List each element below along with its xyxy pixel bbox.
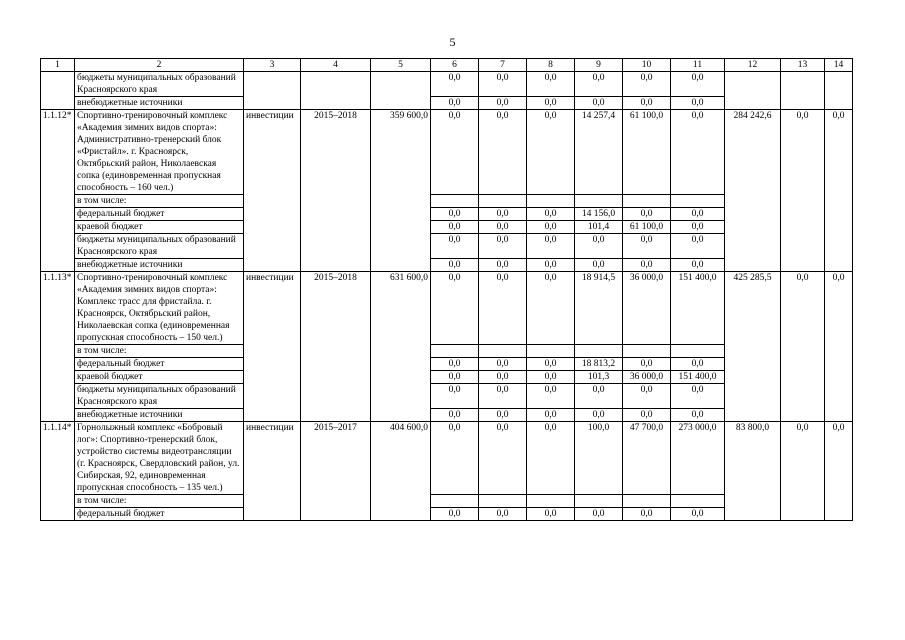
value-cell: 0,0 — [623, 409, 671, 422]
value-cell: 0,0 — [671, 384, 725, 409]
value-cell: 0,0 — [623, 97, 671, 110]
value-cell: 0,0 — [479, 358, 527, 371]
value-cell: 0,0 — [623, 358, 671, 371]
value-cell: 0,0 — [431, 384, 479, 409]
project-type: инвестиции — [244, 272, 301, 422]
value-cell: 0,0 — [479, 272, 527, 345]
value-cell: 0,0 — [671, 221, 725, 234]
value-cell: 0,0 — [479, 422, 527, 495]
value-cell: 0,0 — [527, 72, 575, 97]
value-cell: 273 000,0 — [671, 422, 725, 495]
table-cell — [431, 195, 479, 208]
value-cell: 0,0 — [671, 358, 725, 371]
project-row — [41, 110, 853, 195]
value-cell: 0,0 — [431, 272, 479, 345]
value-cell: 0,0 — [575, 384, 623, 409]
value-cell: 0,0 — [431, 234, 479, 259]
value-cell: 0,0 — [527, 221, 575, 234]
table-cell — [479, 195, 527, 208]
value-cell: 18 813,2 — [575, 358, 623, 371]
table-cell — [825, 72, 853, 110]
project-type: инвестиции — [244, 422, 301, 521]
table-cell — [41, 72, 75, 110]
table-cell — [431, 495, 479, 508]
row-label: федеральный бюджет — [75, 208, 244, 221]
value-cell: 0,0 — [479, 110, 527, 195]
table-cell — [623, 345, 671, 358]
table-row — [41, 72, 853, 97]
table-cell — [244, 72, 301, 110]
value-cell: 0,0 — [575, 97, 623, 110]
value-cell: 0,0 — [431, 358, 479, 371]
value-cell: 101,4 — [575, 221, 623, 234]
table-cell — [301, 72, 371, 110]
project-period: 2015–2018 — [301, 272, 371, 422]
value-cell: 0,0 — [431, 97, 479, 110]
value-cell: 0,0 — [671, 97, 725, 110]
column-header: 6 — [431, 59, 479, 72]
column-header: 9 — [575, 59, 623, 72]
value-cell: 0,0 — [479, 371, 527, 384]
value-cell: 0,0 — [479, 384, 527, 409]
value-cell: 61 100,0 — [623, 221, 671, 234]
value-cell: 151 400,0 — [671, 371, 725, 384]
value-cell: 36 000,0 — [623, 272, 671, 345]
table-cell — [527, 495, 575, 508]
table-cell — [431, 345, 479, 358]
row-label: краевой бюджет — [75, 221, 244, 234]
project-period: 2015–2017 — [301, 422, 371, 521]
value-cell: 100,0 — [575, 422, 623, 495]
value-cell: 0,0 — [479, 208, 527, 221]
row-label: внебюджетные источники — [75, 97, 244, 110]
value-cell: 0,0 — [575, 409, 623, 422]
table-cell — [671, 195, 725, 208]
value-cell: 0,0 — [671, 508, 725, 521]
page-number: 5 — [449, 35, 456, 49]
column-header: 11 — [671, 59, 725, 72]
value-cell: 151 400,0 — [671, 272, 725, 345]
table-cell — [527, 345, 575, 358]
value-cell: 0,0 — [623, 508, 671, 521]
row-label: в том числе: — [75, 345, 244, 358]
row-label: краевой бюджет — [75, 371, 244, 384]
value-cell: 0,0 — [527, 110, 575, 195]
project-row — [41, 422, 853, 495]
value-cell: 0,0 — [527, 409, 575, 422]
table-cell — [575, 345, 623, 358]
project-number: 1.1.12* — [41, 110, 75, 272]
table-cell — [371, 72, 431, 110]
value-cell: 0,0 — [527, 422, 575, 495]
row-label: бюджеты муниципальных образований Красноярского края — [75, 72, 244, 97]
table-cell — [527, 195, 575, 208]
column-header: 4 — [301, 59, 371, 72]
table-cell — [479, 345, 527, 358]
table-cell — [781, 72, 825, 110]
project-total: 631 600,0 — [371, 272, 431, 422]
column-header: 10 — [623, 59, 671, 72]
value-cell: 0,0 — [527, 272, 575, 345]
row-label: федеральный бюджет — [75, 508, 244, 521]
value-cell: 0,0 — [527, 208, 575, 221]
row-label: внебюджетные источники — [75, 409, 244, 422]
value-cell: 0,0 — [431, 221, 479, 234]
row-label: внебюджетные источники — [75, 259, 244, 272]
column-header: 7 — [479, 59, 527, 72]
table-cell — [623, 195, 671, 208]
value-cell: 0,0 — [431, 371, 479, 384]
value-cell: 36 000,0 — [623, 371, 671, 384]
column-header: 1 — [41, 59, 75, 72]
value-cell: 0,0 — [825, 272, 853, 422]
header-row — [41, 59, 853, 72]
row-label: в том числе: — [75, 195, 244, 208]
value-cell: 0,0 — [527, 371, 575, 384]
value-cell: 0,0 — [479, 221, 527, 234]
value-cell: 0,0 — [479, 234, 527, 259]
value-cell: 0,0 — [431, 208, 479, 221]
project-row — [41, 272, 853, 345]
column-header: 8 — [527, 59, 575, 72]
value-cell: 14 156,0 — [575, 208, 623, 221]
project-period: 2015–2018 — [301, 110, 371, 272]
value-cell: 0,0 — [575, 72, 623, 97]
value-cell: 0,0 — [781, 110, 825, 272]
value-cell: 61 100,0 — [623, 110, 671, 195]
value-cell: 18 914,5 — [575, 272, 623, 345]
value-cell: 284 242,6 — [725, 110, 781, 272]
project-type: инвестиции — [244, 110, 301, 272]
value-cell: 0,0 — [623, 259, 671, 272]
value-cell: 0,0 — [527, 259, 575, 272]
value-cell: 0,0 — [431, 110, 479, 195]
project-name: Спортивно-тренировочный комплекс «Академия зимних видов спорта»: Комплекс трасс для фристайла. г. Красноярск, Октябрьский район, Николаевская сопка (единовременная пропускная способность – 150 чел.) — [75, 272, 244, 345]
column-header: 2 — [75, 59, 244, 72]
value-cell: 0,0 — [431, 409, 479, 422]
value-cell: 0,0 — [671, 409, 725, 422]
value-cell: 0,0 — [527, 234, 575, 259]
value-cell: 0,0 — [479, 409, 527, 422]
value-cell: 0,0 — [781, 272, 825, 422]
value-cell: 101,3 — [575, 371, 623, 384]
value-cell: 0,0 — [671, 259, 725, 272]
row-label: бюджеты муниципальных образований Красноярского края — [75, 234, 244, 259]
value-cell: 0,0 — [623, 208, 671, 221]
value-cell: 0,0 — [431, 422, 479, 495]
project-total: 359 600,0 — [371, 110, 431, 272]
project-name: Спортивно-тренировочный комплекс «Академия зимних видов спорта»: Административно-тренерский блок «Фристайл». г. Красноярск, Октябрьский район, Николаевская сопка (единовременная пропускная способность – 160 чел.) — [75, 110, 244, 195]
value-cell: 14 257,4 — [575, 110, 623, 195]
value-cell: 0,0 — [825, 422, 853, 521]
column-header: 14 — [825, 59, 853, 72]
value-cell: 0,0 — [527, 358, 575, 371]
value-cell: 0,0 — [575, 259, 623, 272]
value-cell: 0,0 — [671, 72, 725, 97]
value-cell: 0,0 — [575, 234, 623, 259]
row-label: в том числе: — [75, 495, 244, 508]
table-cell — [623, 495, 671, 508]
value-cell: 0,0 — [623, 234, 671, 259]
value-cell: 0,0 — [431, 259, 479, 272]
value-cell: 0,0 — [527, 508, 575, 521]
value-cell: 0,0 — [671, 234, 725, 259]
value-cell: 0,0 — [781, 422, 825, 521]
value-cell: 0,0 — [479, 259, 527, 272]
project-total: 404 600,0 — [371, 422, 431, 521]
value-cell: 0,0 — [825, 110, 853, 272]
table-cell — [575, 495, 623, 508]
value-cell: 0,0 — [431, 72, 479, 97]
value-cell: 0,0 — [671, 208, 725, 221]
project-name: Горнолыжный комплекс «Бобровый лог»: Спортивно-тренерский блок, устройство системы видеотрансляции (г. Красноярск, Свердловский район, ул. Сибирская, 92, единовременная пропускная способность – 135 чел.) — [75, 422, 244, 495]
project-number: 1.1.13* — [41, 272, 75, 422]
value-cell: 0,0 — [479, 508, 527, 521]
value-cell: 0,0 — [479, 72, 527, 97]
column-header: 12 — [725, 59, 781, 72]
value-cell: 83 800,0 — [725, 422, 781, 521]
value-cell: 47 700,0 — [623, 422, 671, 495]
value-cell: 425 285,5 — [725, 272, 781, 422]
value-cell: 0,0 — [527, 97, 575, 110]
table-cell — [671, 495, 725, 508]
column-header: 13 — [781, 59, 825, 72]
value-cell: 0,0 — [623, 384, 671, 409]
value-cell: 0,0 — [671, 110, 725, 195]
value-cell: 0,0 — [527, 384, 575, 409]
budget-table — [40, 58, 853, 521]
column-header: 5 — [371, 59, 431, 72]
row-label: бюджеты муниципальных образований Красноярского края — [75, 384, 244, 409]
column-header: 3 — [244, 59, 301, 72]
row-label: федеральный бюджет — [75, 358, 244, 371]
value-cell: 0,0 — [623, 72, 671, 97]
table-cell — [725, 72, 781, 110]
value-cell: 0,0 — [479, 97, 527, 110]
table-cell — [671, 345, 725, 358]
table-cell — [479, 495, 527, 508]
value-cell: 0,0 — [575, 508, 623, 521]
table-cell — [575, 195, 623, 208]
project-number: 1.1.14* — [41, 422, 75, 521]
value-cell: 0,0 — [431, 508, 479, 521]
